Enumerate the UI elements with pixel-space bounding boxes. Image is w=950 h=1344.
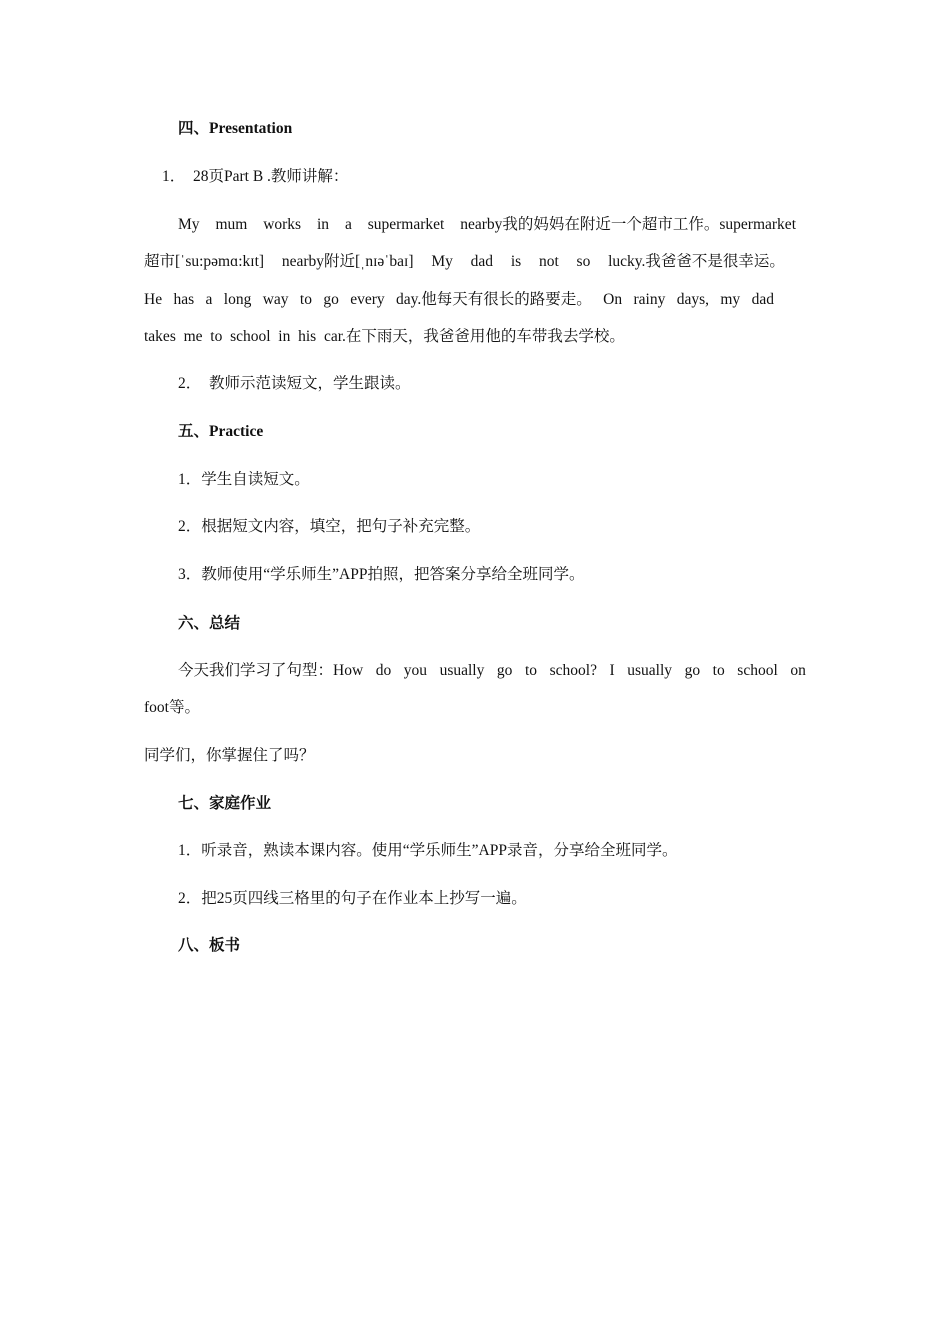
word: On <box>603 291 623 308</box>
word: I <box>609 662 615 679</box>
word: rainy <box>633 291 666 308</box>
section-heading-practice: 五、Practice <box>178 423 264 440</box>
word: lucky.我爸爸不是很幸运。 <box>608 253 785 270</box>
word: you <box>403 662 428 679</box>
word: My <box>178 216 200 233</box>
word: supermarket <box>367 216 445 233</box>
practice-item-3: 3．教师使用“学乐师生”APP拍照，把答案分享给全班同学。 <box>178 566 585 583</box>
word: usually <box>439 662 485 679</box>
word: to <box>712 662 725 679</box>
word: in <box>316 216 330 233</box>
paragraph-line-2 <box>144 252 785 272</box>
paragraph-line-4: takes me to school in his car.在下雨天，我爸爸用他的车带我去学校。 <box>144 328 625 345</box>
summary-line-3: 同学们，你掌握住了吗？ <box>144 747 315 764</box>
homework-item-1: 1．听录音，熟读本课内容。使用“学乐师生”APP录音，分享给全班同学。 <box>178 842 678 859</box>
word: has <box>173 291 195 308</box>
word: to <box>299 291 312 308</box>
word: dad <box>470 253 494 270</box>
word: 超市[ˈsu:pəmɑ:kɪt] <box>144 253 265 270</box>
word: go <box>684 662 701 679</box>
section-heading-presentation: 四、Presentation <box>178 120 293 137</box>
word: mum <box>215 216 248 233</box>
word: school? <box>549 662 597 679</box>
word: nearby附近[ˌnɪəˈbaɪ] <box>281 253 414 270</box>
word: go <box>496 662 513 679</box>
word: not <box>538 253 559 270</box>
word: every <box>350 291 385 308</box>
word: so <box>576 253 591 270</box>
section-heading-summary: 六、总结 <box>178 615 241 632</box>
word: on <box>790 662 806 679</box>
word: to <box>524 662 538 679</box>
word: school <box>737 662 778 679</box>
word: a <box>344 216 352 233</box>
word: usually <box>627 662 673 679</box>
word: a <box>205 291 213 308</box>
word: do <box>375 662 392 679</box>
word: days, <box>676 291 709 308</box>
word: is <box>510 253 522 270</box>
presentation-item-1: 1． 28页Part B .教师讲解： <box>162 168 349 185</box>
section-heading-homework: 七、家庭作业 <box>178 795 272 812</box>
paragraph-line-3 <box>144 290 774 310</box>
word: He <box>144 291 163 308</box>
presentation-item-2: 2． 教师示范读短文，学生跟读。 <box>178 375 411 392</box>
word: my <box>720 291 741 308</box>
summary-line-2: foot等。 <box>144 699 200 716</box>
word: long <box>223 291 252 308</box>
word: dad <box>751 291 774 308</box>
homework-item-2: 2．把25页四线三格里的句子在作业本上抄写一遍。 <box>178 890 527 907</box>
paragraph-line-1 <box>178 215 796 235</box>
word: way <box>262 291 289 308</box>
word: 今天我们学习了句型：How <box>178 662 364 679</box>
word: day.他每天有很长的路要走。 <box>396 291 592 308</box>
section-heading-board: 八、板书 <box>178 937 241 954</box>
practice-item-2: 2．根据短文内容，填空，把句子补充完整。 <box>178 518 481 535</box>
word: works <box>263 216 302 233</box>
summary-line-1 <box>178 661 806 681</box>
word: My <box>431 253 453 270</box>
practice-item-1: 1．学生自读短文。 <box>178 471 310 488</box>
word: nearby我的妈妈在附近一个超市工作。supermarket <box>460 216 796 233</box>
word: go <box>323 291 339 308</box>
